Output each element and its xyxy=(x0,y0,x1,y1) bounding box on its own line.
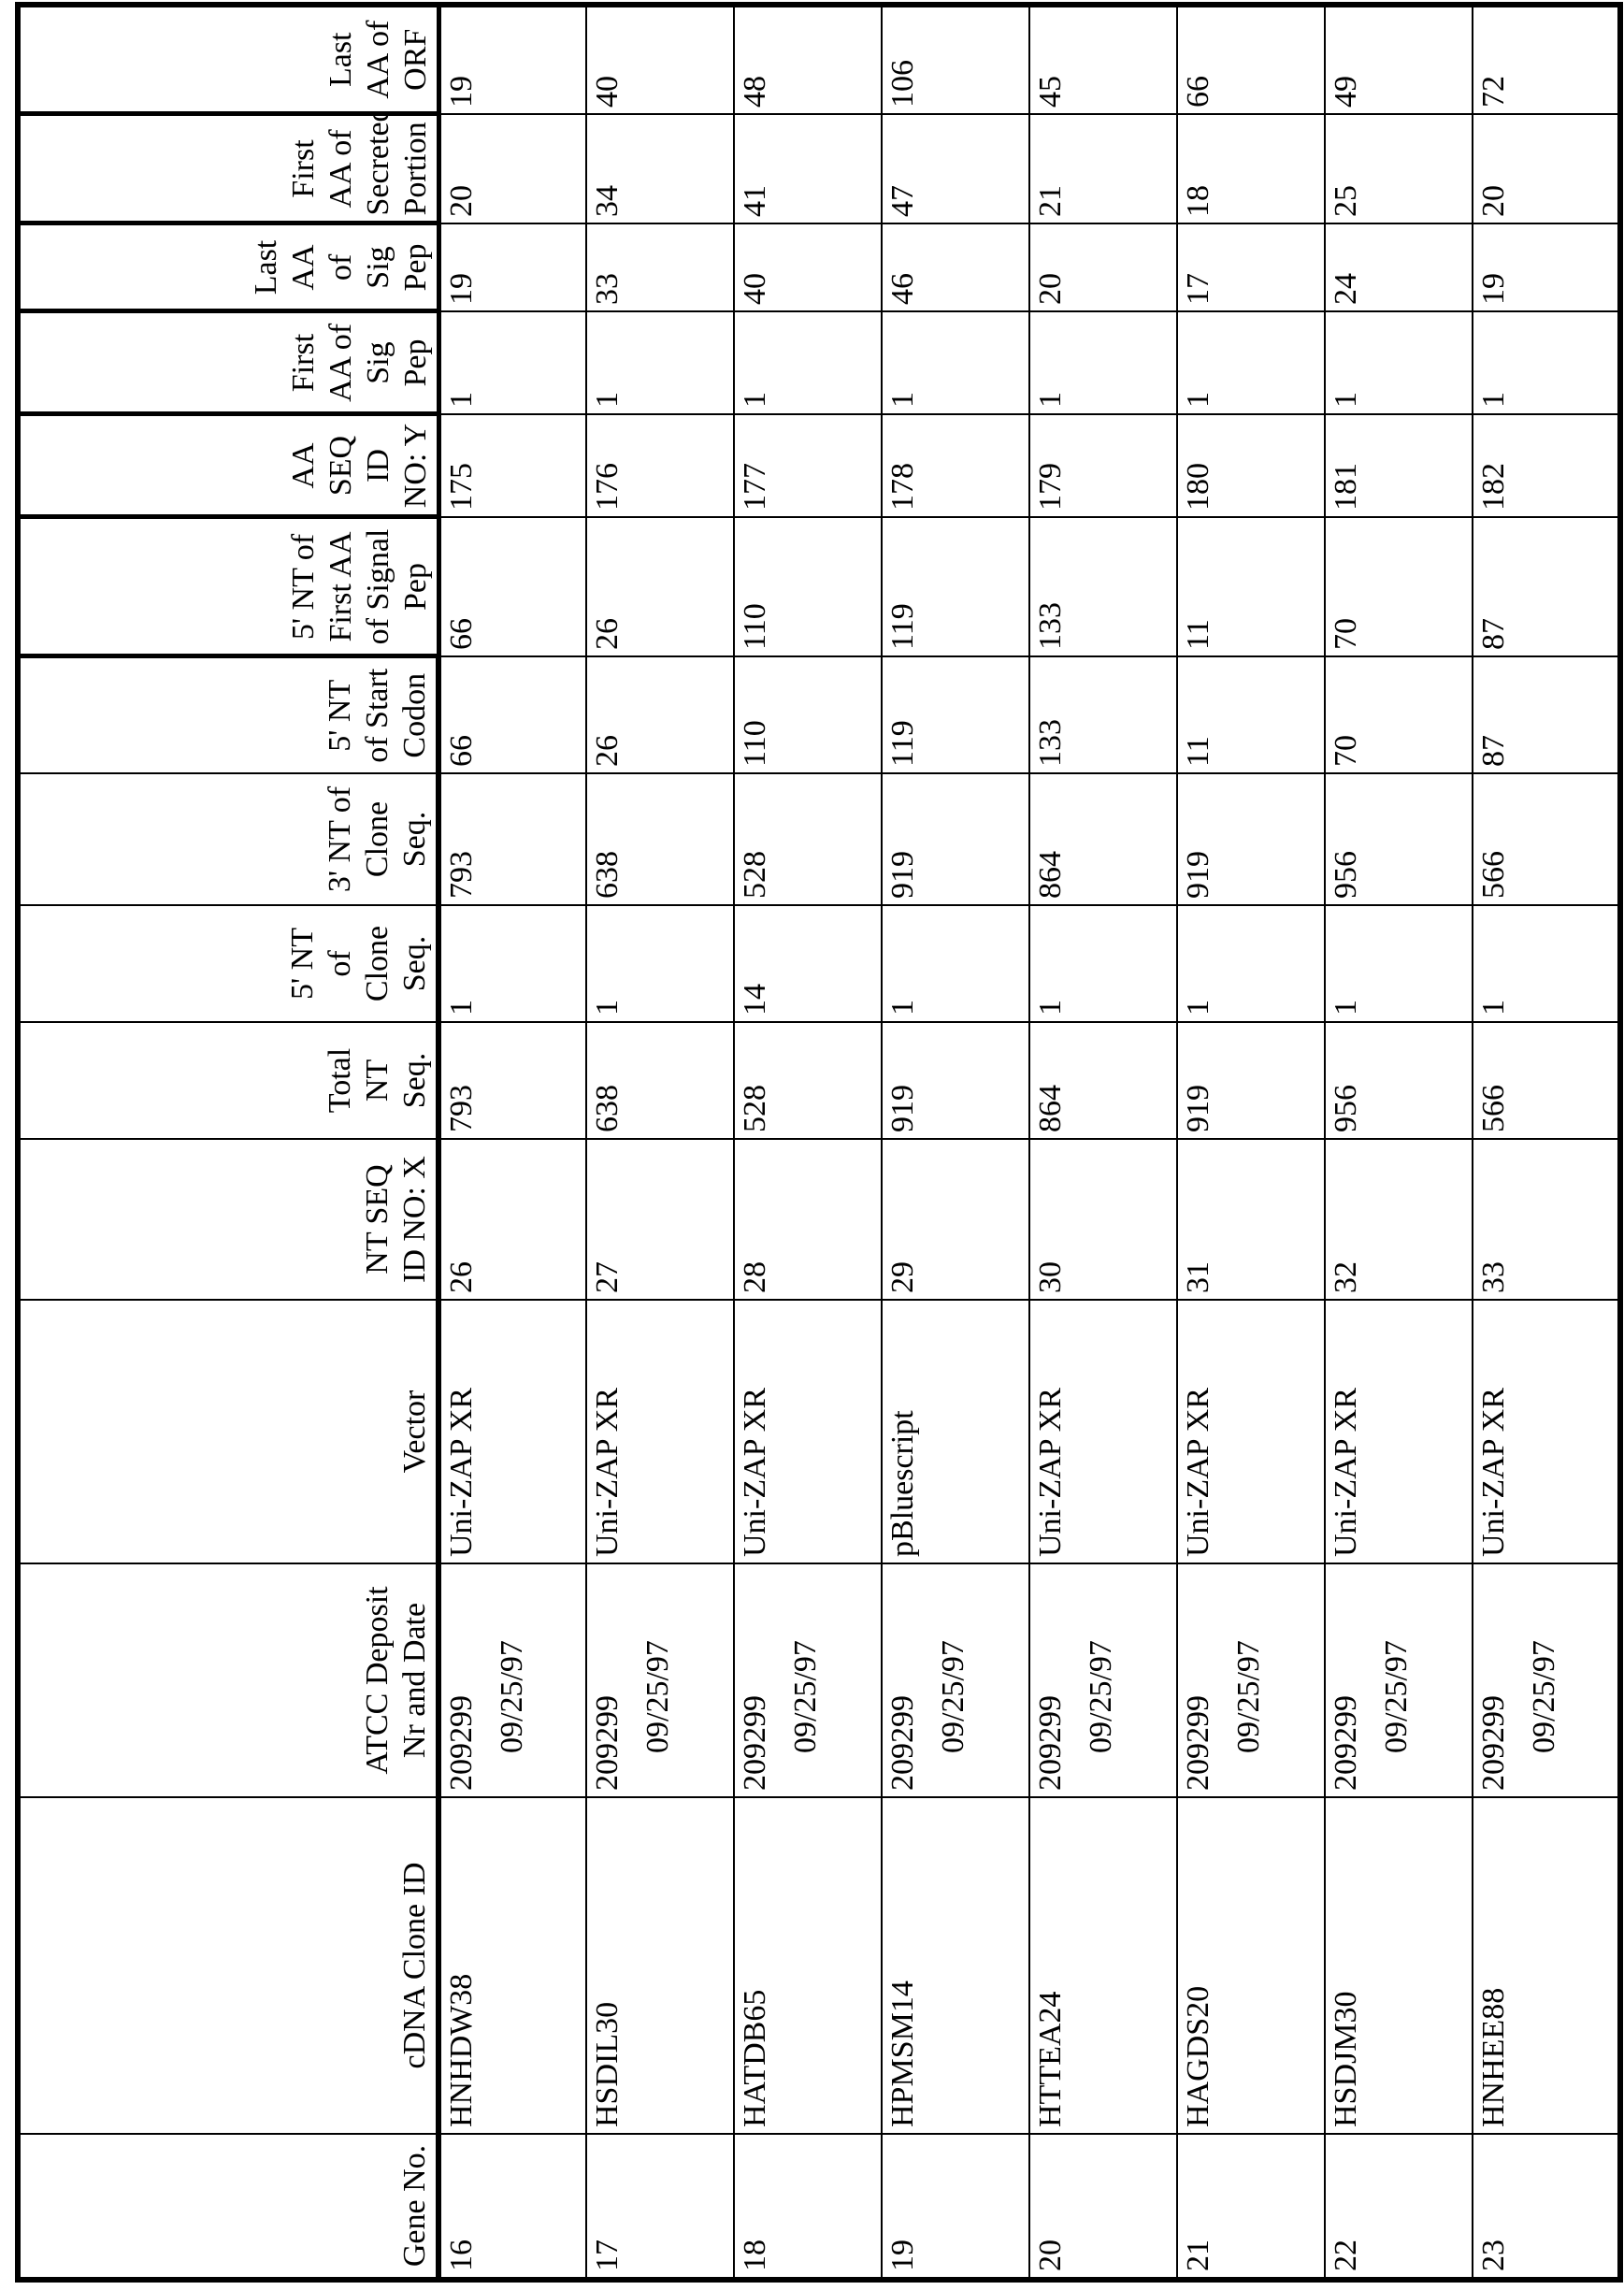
cell-atcc xyxy=(734,1563,882,1797)
cell-nt3: 919 xyxy=(1177,773,1325,905)
cell-sig: 26 xyxy=(586,517,734,656)
cell-vector: Uni-ZAP XR xyxy=(1325,1300,1473,1563)
cell-nt5: 1 xyxy=(438,905,586,1022)
cell-first-sig: 1 xyxy=(1177,311,1325,414)
cell-atcc xyxy=(1029,1563,1177,1797)
cell-clone: HNHDW38 xyxy=(438,1797,586,2134)
deposit-date: 09/25/97 xyxy=(1378,1570,1416,1791)
cell-gene: 21 xyxy=(1177,2134,1325,2280)
cell-vector: Uni-ZAP XR xyxy=(586,1300,734,1563)
deposit-number: 209299 xyxy=(1329,1695,1363,1791)
cell-total: 528 xyxy=(734,1022,882,1139)
cell-last-sig: 20 xyxy=(1029,223,1177,311)
cell-vector: pBluescript xyxy=(882,1300,1029,1563)
cell-nt3: 864 xyxy=(1029,773,1177,905)
cell-aa-seq: 179 xyxy=(1029,414,1177,517)
cell-nt-seq: 28 xyxy=(734,1139,882,1300)
cell-last-sig: 17 xyxy=(1177,223,1325,311)
cell-first-sec: 20 xyxy=(438,114,586,223)
column-header: First AA of Sig Pep xyxy=(18,311,438,414)
cell-total: 864 xyxy=(1029,1022,1177,1139)
cell-sig: 133 xyxy=(1029,517,1177,656)
column-header: 5' NT of First AA of Signal Pep xyxy=(18,517,438,656)
deposit-number: 209299 xyxy=(738,1695,772,1791)
column-header: 5' NT of Clone Seq. xyxy=(18,905,438,1022)
cell-nt-seq: 31 xyxy=(1177,1139,1325,1300)
cell-vector: Uni-ZAP XR xyxy=(1473,1300,1620,1563)
cell-total: 793 xyxy=(438,1022,586,1139)
table-row xyxy=(734,5,882,2280)
cell-last-sig: 40 xyxy=(734,223,882,311)
cell-atcc xyxy=(1325,1563,1473,1797)
cell-nt5: 1 xyxy=(1325,905,1473,1022)
column-header: Total NT Seq. xyxy=(18,1022,438,1139)
cell-start: 87 xyxy=(1473,656,1620,773)
cell-sig: 11 xyxy=(1177,517,1325,656)
cell-aa-seq: 181 xyxy=(1325,414,1473,517)
column-header: cDNA Clone ID xyxy=(18,1797,438,2134)
deposit-date: 09/25/97 xyxy=(494,1570,531,1791)
deposit-number: 209299 xyxy=(1476,1695,1511,1791)
cell-last-orf: 19 xyxy=(438,5,586,114)
table-row xyxy=(882,5,1029,2280)
deposit-number: 209299 xyxy=(1181,1695,1215,1791)
cell-nt3: 528 xyxy=(734,773,882,905)
table-row xyxy=(1029,5,1177,2280)
column-header: ATCC Deposit Nr and Date xyxy=(18,1563,438,1797)
cell-first-sec: 25 xyxy=(1325,114,1473,223)
cell-nt-seq: 33 xyxy=(1473,1139,1620,1300)
clone-table xyxy=(15,2,1623,2283)
cell-start: 26 xyxy=(586,656,734,773)
cell-first-sec: 34 xyxy=(586,114,734,223)
cell-total: 919 xyxy=(1177,1022,1325,1139)
cell-nt-seq: 30 xyxy=(1029,1139,1177,1300)
cell-gene: 19 xyxy=(882,2134,1029,2280)
cell-vector: Uni-ZAP XR xyxy=(438,1300,586,1563)
cell-nt3: 919 xyxy=(882,773,1029,905)
cell-sig: 70 xyxy=(1325,517,1473,656)
cell-first-sig: 1 xyxy=(1029,311,1177,414)
cell-nt5: 14 xyxy=(734,905,882,1022)
cell-last-orf: 106 xyxy=(882,5,1029,114)
cell-aa-seq: 182 xyxy=(1473,414,1620,517)
cell-last-sig: 19 xyxy=(438,223,586,311)
cell-sig: 87 xyxy=(1473,517,1620,656)
cell-atcc xyxy=(1177,1563,1325,1797)
column-header: Last AA of ORF xyxy=(18,5,438,114)
cell-gene: 20 xyxy=(1029,2134,1177,2280)
cell-atcc xyxy=(1473,1563,1620,1797)
cell-start: 66 xyxy=(438,656,586,773)
cell-total: 956 xyxy=(1325,1022,1473,1139)
cell-start: 70 xyxy=(1325,656,1473,773)
cell-clone: HSDJM30 xyxy=(1325,1797,1473,2134)
cell-clone: HNHEE88 xyxy=(1473,1797,1620,2134)
cell-nt5: 1 xyxy=(1177,905,1325,1022)
cell-atcc xyxy=(438,1563,586,1797)
cell-vector: Uni-ZAP XR xyxy=(734,1300,882,1563)
cell-first-sig: 1 xyxy=(882,311,1029,414)
cell-sig: 110 xyxy=(734,517,882,656)
cell-clone: HTTEA24 xyxy=(1029,1797,1177,2134)
cell-vector: Uni-ZAP XR xyxy=(1177,1300,1325,1563)
cell-gene: 17 xyxy=(586,2134,734,2280)
column-header: Vector xyxy=(18,1300,438,1563)
cell-last-orf: 66 xyxy=(1177,5,1325,114)
cell-first-sec: 41 xyxy=(734,114,882,223)
cell-last-sig: 19 xyxy=(1473,223,1620,311)
header-row xyxy=(18,5,438,2280)
cell-sig: 66 xyxy=(438,517,586,656)
cell-total: 566 xyxy=(1473,1022,1620,1139)
table-body xyxy=(438,5,1620,2280)
table-row xyxy=(586,5,734,2280)
cell-nt3: 566 xyxy=(1473,773,1620,905)
cell-last-sig: 46 xyxy=(882,223,1029,311)
cell-total: 919 xyxy=(882,1022,1029,1139)
cell-start: 133 xyxy=(1029,656,1177,773)
cell-nt-seq: 29 xyxy=(882,1139,1029,1300)
cell-last-sig: 33 xyxy=(586,223,734,311)
cell-atcc xyxy=(586,1563,734,1797)
cell-first-sec: 18 xyxy=(1177,114,1325,223)
cell-start: 119 xyxy=(882,656,1029,773)
deposit-number: 209299 xyxy=(1033,1695,1068,1791)
cell-last-orf: 72 xyxy=(1473,5,1620,114)
column-header: AA SEQ ID NO: Y xyxy=(18,414,438,517)
cell-nt-seq: 26 xyxy=(438,1139,586,1300)
cell-last-orf: 45 xyxy=(1029,5,1177,114)
table-row xyxy=(1177,5,1325,2280)
column-header: First AA of Secreted Portion xyxy=(18,114,438,223)
cell-first-sec: 47 xyxy=(882,114,1029,223)
column-header: 5' NT of Start Codon xyxy=(18,656,438,773)
cell-nt-seq: 32 xyxy=(1325,1139,1473,1300)
cell-first-sig: 1 xyxy=(1473,311,1620,414)
cell-first-sig: 1 xyxy=(586,311,734,414)
deposit-number: 209299 xyxy=(444,1695,479,1791)
cell-last-orf: 40 xyxy=(586,5,734,114)
cell-aa-seq: 178 xyxy=(882,414,1029,517)
cell-nt5: 1 xyxy=(882,905,1029,1022)
column-header: Gene No. xyxy=(18,2134,438,2280)
cell-first-sec: 21 xyxy=(1029,114,1177,223)
cell-clone: HATDB65 xyxy=(734,1797,882,2134)
cell-gene: 18 xyxy=(734,2134,882,2280)
table-row xyxy=(1473,5,1620,2280)
deposit-number: 209299 xyxy=(885,1695,920,1791)
cell-nt3: 956 xyxy=(1325,773,1473,905)
cell-gene: 16 xyxy=(438,2134,586,2280)
cell-first-sig: 1 xyxy=(1325,311,1473,414)
cell-nt3: 638 xyxy=(586,773,734,905)
cell-first-sig: 1 xyxy=(438,311,586,414)
deposit-date: 09/25/97 xyxy=(640,1570,677,1791)
cell-clone: HPMSM14 xyxy=(882,1797,1029,2134)
cell-aa-seq: 180 xyxy=(1177,414,1325,517)
cell-last-sig: 24 xyxy=(1325,223,1473,311)
cell-first-sec: 20 xyxy=(1473,114,1620,223)
deposit-number: 209299 xyxy=(590,1695,625,1791)
cell-last-orf: 48 xyxy=(734,5,882,114)
cell-gene: 23 xyxy=(1473,2134,1620,2280)
cell-nt-seq: 27 xyxy=(586,1139,734,1300)
column-header: 3' NT of Clone Seq. xyxy=(18,773,438,905)
cell-total: 638 xyxy=(586,1022,734,1139)
cell-vector: Uni-ZAP XR xyxy=(1029,1300,1177,1563)
cell-start: 11 xyxy=(1177,656,1325,773)
deposit-date: 09/25/97 xyxy=(935,1570,972,1791)
cell-aa-seq: 175 xyxy=(438,414,586,517)
cell-nt5: 1 xyxy=(1029,905,1177,1022)
table-row xyxy=(1325,5,1473,2280)
deposit-date: 09/25/97 xyxy=(1083,1570,1120,1791)
cell-aa-seq: 177 xyxy=(734,414,882,517)
cell-aa-seq: 176 xyxy=(586,414,734,517)
cell-nt5: 1 xyxy=(1473,905,1620,1022)
cell-clone: HAGDS20 xyxy=(1177,1797,1325,2134)
cell-last-orf: 49 xyxy=(1325,5,1473,114)
cell-gene: 22 xyxy=(1325,2134,1473,2280)
deposit-date: 09/25/97 xyxy=(1526,1570,1563,1791)
cell-nt5: 1 xyxy=(586,905,734,1022)
cell-clone: HSDIL30 xyxy=(586,1797,734,2134)
cell-sig: 119 xyxy=(882,517,1029,656)
cell-first-sig: 1 xyxy=(734,311,882,414)
column-header: NT SEQ ID NO: X xyxy=(18,1139,438,1300)
cell-nt3: 793 xyxy=(438,773,586,905)
table-row xyxy=(438,5,586,2280)
cell-atcc xyxy=(882,1563,1029,1797)
column-header: Last AA of Sig Pep xyxy=(18,223,438,311)
deposit-date: 09/25/97 xyxy=(1230,1570,1268,1791)
deposit-date: 09/25/97 xyxy=(787,1570,825,1791)
cell-start: 110 xyxy=(734,656,882,773)
rotated-table-container xyxy=(15,7,1610,2283)
